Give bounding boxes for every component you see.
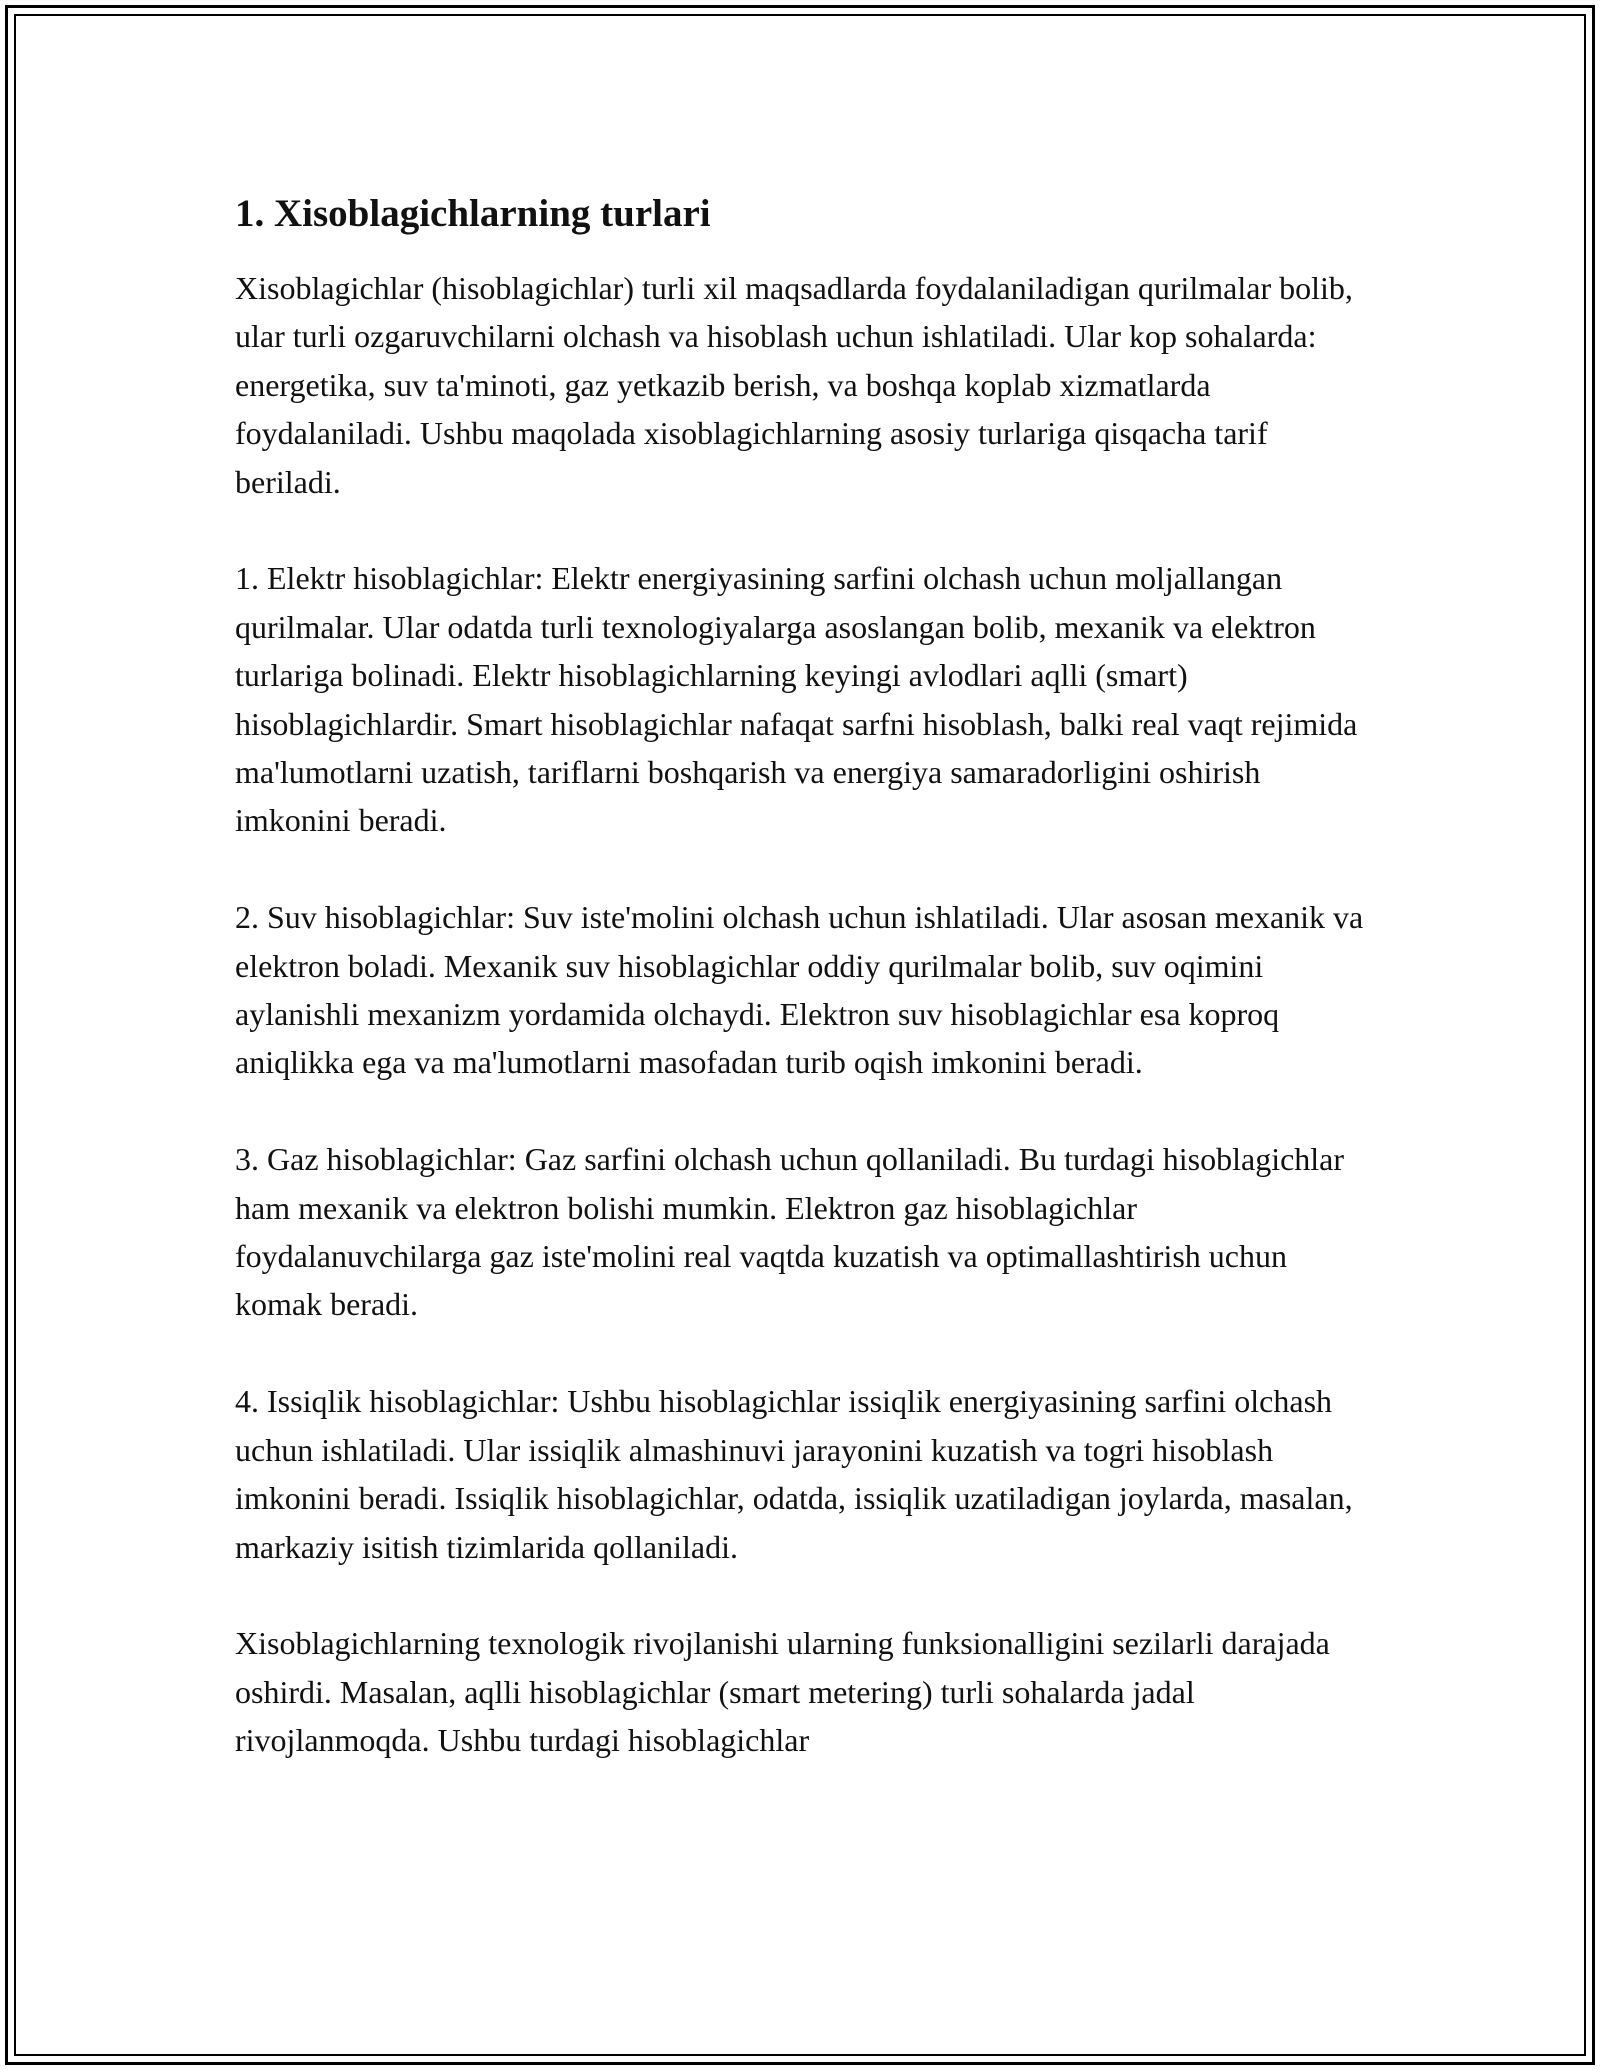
paragraph-intro: Xisoblagichlar (hisoblagichlar) turli xil maqsadlarda foydalaniladigan qurilmalar bolib, ular turli ozgaruvchilarni olchash va hisoblash uchun ishlatiladi. Ular kop sohalarda: energetika, suv ta'minoti, gaz yetkazib berish, va boshqa koplab xizmatlarda foydalaniladi. Ushbu maqolada xisoblagichlarning asosiy turlariga qisqacha tarif beriladi.	[235, 270, 1353, 500]
document-title: 1. Xisoblagichlarning turlari	[235, 192, 711, 235]
paragraph-water-meters: 2. Suv hisoblagichlar: Suv iste'molini olchash uchun ishlatiladi. Ular asosan mexanik va elektron boladi. Mexanik suv hisoblagichlar oddiy qurilmalar bolib, suv oqimini aylanishli mexanizm yordamida olchaydi. Elektron suv hisoblagichlar esa koproq aniqlikka ega va ma'lumotlarni masofadan turib oqish imkonini beradi.	[235, 899, 1364, 1081]
document-page	[235, 188, 1375, 1813]
paragraph-electric-meters: 1. Elektr hisoblagichlar: Elektr energiyasining sarfini olchash uchun moljallangan qurilmalar. Ular odatda turli texnologiyalarga asoslangan bolib, mexanik va elektron turlariga bolinadi. Elektr hisoblagichlarning keyingi avlodlari aqlli (smart) hisoblagichlardir. Smart hisoblagichlar nafaqat sarfni hisoblash, balki real vaqt rejimida ma'lumotlarni uzatish, tariflarni boshqarish va energiya samaradorligini oshirish imkonini beradi.	[235, 560, 1358, 839]
paragraph-gas-meters: 3. Gaz hisoblagichlar: Gaz sarfini olchash uchun qollaniladi. Bu turdagi hisoblagichlar ham mexanik va elektron bolishi mumkin. Elektron gaz hisoblagichlar foydalanuvchilarga gaz iste'molini real vaqtda kuzatish va optimallashtirish uchun komak beradi.	[235, 1141, 1345, 1323]
paragraph-technology: Xisoblagichlarning texnologik rivojlanishi ularning funksionalligini sezilarli darajada oshirdi. Masalan, aqlli hisoblagichlar (smart metering) turli sohalarda jadal rivojlanmoqda. Ushbu turdagi hisoblagichlar	[235, 1625, 1330, 1759]
paragraph-heat-meters: 4. Issiqlik hisoblagichlar: Ushbu hisoblagichlar issiqlik energiyasining sarfini olchash uchun ishlatiladi. Ular issiqlik almashinuvi jarayonini kuzatish va togri hisoblash imkonini beradi. Issiqlik hisoblagichlar, odatda, issiqlik uzatiladigan joylarda, masalan, markaziy isitish tizimlarida qollaniladi.	[235, 1383, 1353, 1565]
